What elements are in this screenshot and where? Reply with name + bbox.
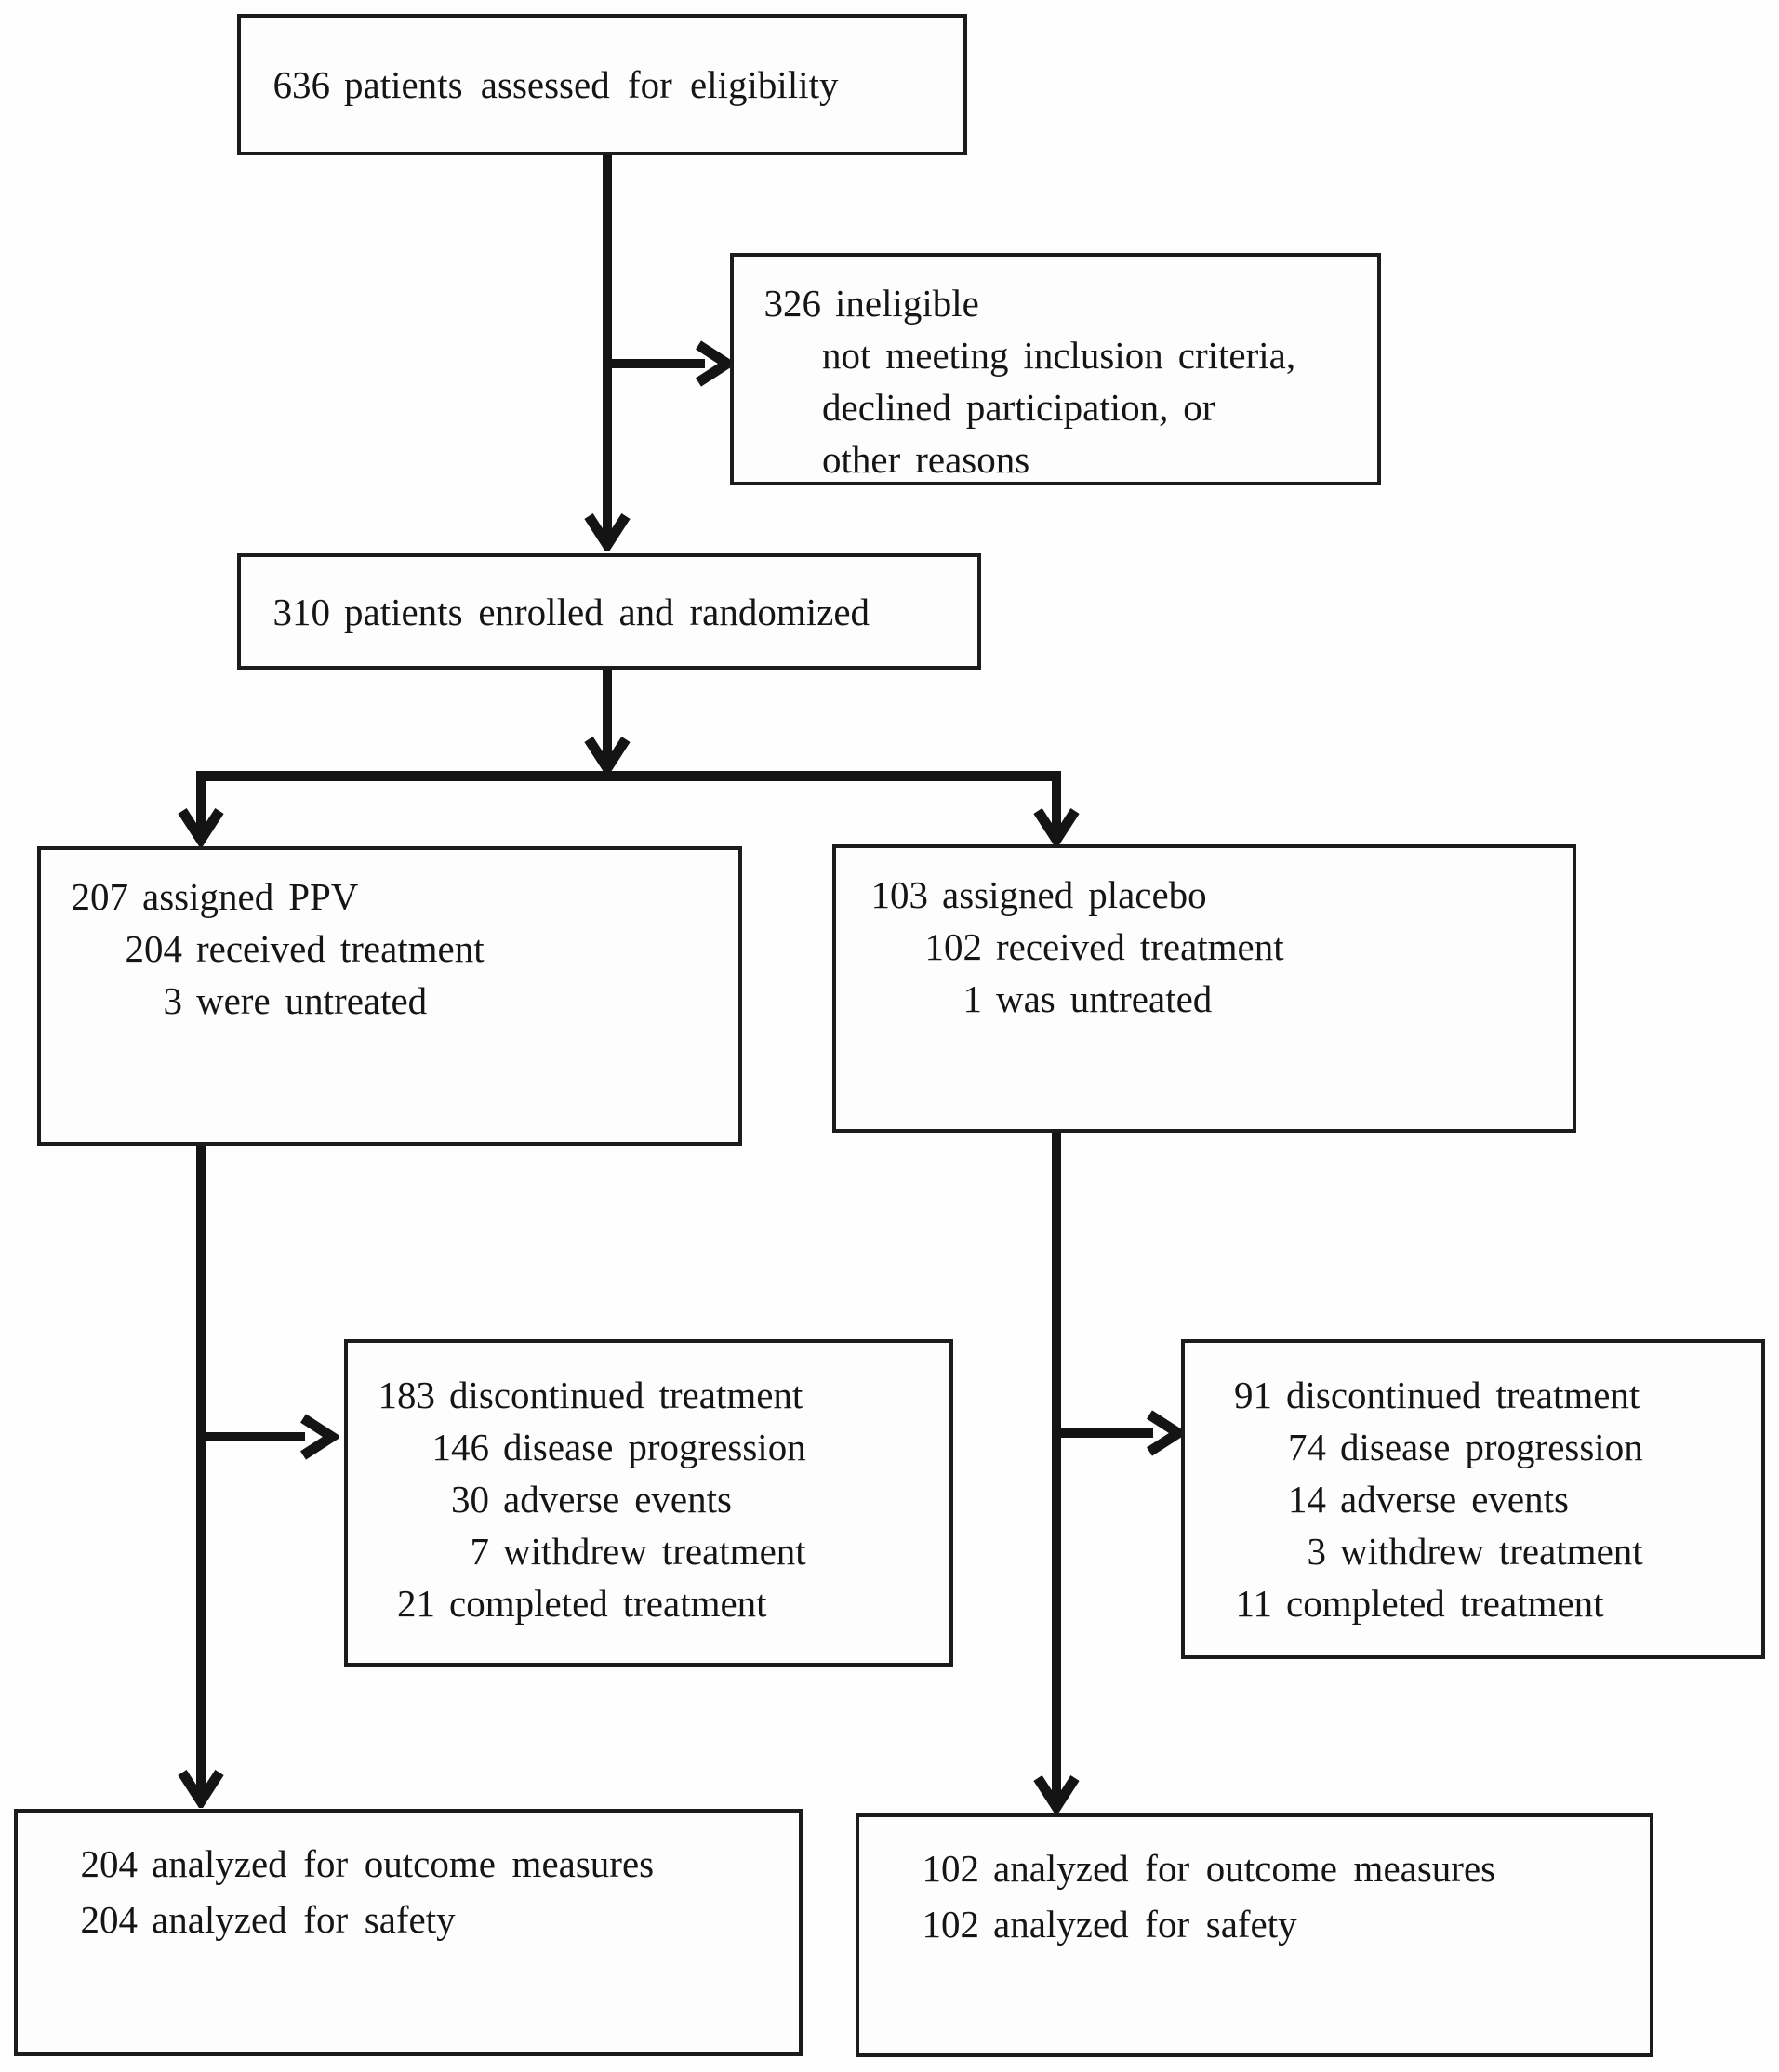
row-text: analyzed for safety (152, 1898, 456, 1941)
row-text: received treatment (996, 925, 1284, 968)
arrowhead-down-into-split (581, 734, 633, 775)
row-number: 146 (431, 1426, 489, 1468)
box-assigned-placebo (832, 844, 1576, 1133)
row-text: analyzed for outcome measures (993, 1847, 1496, 1890)
box-row (69, 923, 729, 975)
row-text: analyzed for safety (993, 1903, 1297, 1946)
row-number: 3 (1307, 1530, 1326, 1573)
box-row (869, 973, 1563, 1025)
row-text: withdrew treatment (1340, 1530, 1643, 1573)
box-row (78, 1836, 790, 1892)
box-ppv-discontinued (344, 1339, 953, 1667)
row-text: assigned PPV (142, 875, 359, 918)
connector-branch-to-placebo-discontinued (1056, 1428, 1153, 1438)
arrowhead-right-into-placebo-discontinued (1144, 1407, 1185, 1459)
box-row (271, 59, 839, 111)
box-row (271, 586, 870, 638)
box-row (1213, 1369, 1752, 1421)
box-row (869, 921, 1563, 973)
row-number: 204 (125, 927, 182, 970)
box-assessed-eligibility (237, 14, 967, 155)
row-number: 30 (451, 1478, 489, 1521)
box-row (920, 1840, 1640, 1896)
row-number: 14 (1288, 1478, 1326, 1521)
box-placebo-analyzed (856, 1813, 1653, 2057)
box-row (869, 869, 1563, 921)
row-number: 204 (80, 1842, 138, 1885)
row-text: discontinued treatment (1286, 1374, 1640, 1416)
row-number: 74 (1288, 1426, 1326, 1468)
row-number: 7 (470, 1530, 489, 1573)
row-text: declined participation, or (822, 386, 1215, 429)
row-number: 91 (1234, 1374, 1272, 1416)
box-row (376, 1525, 940, 1577)
row-number: 11 (1235, 1582, 1272, 1625)
box-row (920, 1896, 1640, 1952)
row-text: was untreated (996, 977, 1213, 1020)
row-text: disease progression (1340, 1426, 1643, 1468)
row-number: 310 (272, 590, 330, 633)
arrowhead-down-into-placebo-analyzed (1030, 1773, 1082, 1813)
row-number: 102 (922, 1847, 979, 1890)
row-number: 21 (397, 1582, 435, 1625)
box-row (78, 1892, 790, 1947)
row-text: patients assessed for eligibility (344, 63, 839, 106)
box-row (762, 433, 1368, 485)
box-row (376, 1369, 940, 1421)
box-row (1213, 1577, 1752, 1629)
box-placebo-discontinued (1181, 1339, 1765, 1659)
box-row (1213, 1421, 1752, 1473)
row-number: 636 (272, 63, 330, 106)
connector-branch-to-ineligible (607, 359, 705, 368)
connector-branch-to-ppv-discontinued (201, 1432, 305, 1441)
box-row (69, 870, 729, 923)
row-number: 102 (924, 925, 982, 968)
box-enrolled-randomized (237, 553, 981, 670)
row-text: assigned placebo (942, 873, 1207, 916)
row-text: other reasons (822, 438, 1030, 481)
row-number: 326 (763, 282, 821, 325)
box-ppv-analyzed (14, 1809, 803, 2056)
box-row (69, 975, 729, 1027)
row-number: 103 (870, 873, 928, 916)
row-text: completed treatment (1286, 1582, 1604, 1625)
row-text: received treatment (196, 927, 485, 970)
row-number: 102 (922, 1903, 979, 1946)
row-text: completed treatment (449, 1582, 767, 1625)
row-text: disease progression (503, 1426, 806, 1468)
box-row (762, 277, 1368, 329)
row-number: 204 (80, 1898, 138, 1941)
arrowhead-down-into-ppv (175, 805, 227, 846)
row-text: adverse events (1340, 1478, 1569, 1521)
row-number: 1 (963, 977, 982, 1020)
box-row (376, 1473, 940, 1525)
row-text: ineligible (835, 282, 979, 325)
box-assigned-ppv (37, 846, 742, 1146)
row-text: not meeting inclusion criteria, (822, 334, 1296, 377)
row-number: 183 (378, 1374, 435, 1416)
row-text: discontinued treatment (449, 1374, 803, 1416)
box-row (376, 1421, 940, 1473)
arrowhead-right-into-ineligible (693, 338, 734, 390)
box-ineligible (730, 253, 1381, 485)
box-row (762, 329, 1368, 381)
row-number: 3 (163, 979, 182, 1022)
row-text: adverse events (503, 1478, 732, 1521)
box-row (1213, 1473, 1752, 1525)
row-text: patients enrolled and randomized (344, 590, 870, 633)
arrowhead-down-into-randomized (581, 511, 633, 551)
row-text: withdrew treatment (503, 1530, 806, 1573)
box-row (376, 1577, 940, 1629)
arrowhead-down-into-ppv-analyzed (175, 1767, 227, 1808)
row-text: analyzed for outcome measures (152, 1842, 655, 1885)
arrowhead-down-into-placebo (1030, 805, 1082, 846)
connector-placebo-to-analyzed (1052, 1131, 1061, 1799)
row-text: were untreated (196, 979, 428, 1022)
connector-ppv-to-analyzed (196, 1144, 206, 1795)
box-row (762, 381, 1368, 433)
box-row (1213, 1525, 1752, 1577)
connector-assessed-to-randomized (603, 155, 612, 541)
row-number: 207 (71, 875, 128, 918)
arrowhead-right-into-ppv-discontinued (298, 1411, 339, 1463)
